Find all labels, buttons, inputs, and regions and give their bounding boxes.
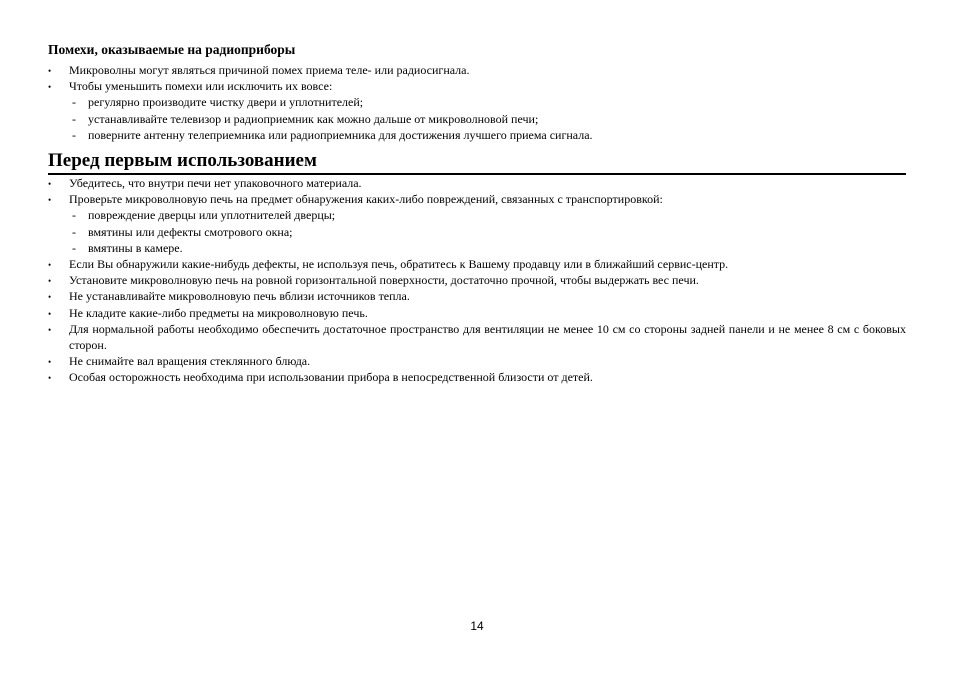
bullet-item: • Особая осторожность необходима при использовании прибора в непосредственной близости от детей.	[48, 369, 906, 385]
section-heading-interference: Помехи, оказываемые на радиоприборы	[48, 42, 296, 57]
dash-item: - повреждение дверцы или уплотнителей дверцы;	[48, 207, 906, 223]
bullet-item: • Не кладите какие-либо предметы на микроволновую печь.	[48, 305, 906, 321]
bullet-item: • Если Вы обнаружили какие-нибудь дефекты, не используя печь, обратитесь к Вашему продавцу или в ближайший сервис-центр.	[48, 256, 906, 272]
bullet-item: • Установите микроволновую печь на ровной горизонтальной поверхности, достаточно прочной, чтобы выдержать вес печи.	[48, 272, 906, 288]
section-heading-before-first-use: Перед первым использованием	[48, 150, 906, 175]
bullet-item: • Микроволны могут являться причиной помех приема теле- или радиосигнала.	[48, 62, 906, 78]
page-number: 14	[470, 619, 484, 633]
dash-item: - регулярно производите чистку двери и уплотнителей;	[48, 94, 906, 110]
bullet-item: • Не устанавливайте микроволновую печь вблизи источников тепла.	[48, 288, 906, 304]
interference-list	[48, 62, 906, 143]
bullet-item: • Чтобы уменьшить помехи или исключить их вовсе:	[48, 78, 906, 94]
bullet-item: • Для нормальной работы необходимо обеспечить достаточное пространство для вентиляции не менее 10 см со стороны задней панели и не менее 8 см с боковых сторон.	[48, 321, 906, 353]
bullet-item: • Убедитесь, что внутри печи нет упаковочного материала.	[48, 175, 906, 191]
before-first-use-list	[48, 175, 906, 386]
bullet-item: • Проверьте микроволновую печь на предмет обнаружения каких-либо повреждений, связанных с транспортировкой:	[48, 191, 906, 207]
dash-item: - поверните антенну телеприемника или радиоприемника для достижения лучшего приема сигнала.	[48, 127, 906, 143]
document-page	[48, 42, 906, 386]
dash-item: - устанавливайте телевизор и радиоприемник как можно дальше от микроволновой печи;	[48, 111, 906, 127]
dash-item: - вмятины в камере.	[48, 240, 906, 256]
bullet-item: • Не снимайте вал вращения стеклянного блюда.	[48, 353, 906, 369]
dash-item: - вмятины или дефекты смотрового окна;	[48, 224, 906, 240]
